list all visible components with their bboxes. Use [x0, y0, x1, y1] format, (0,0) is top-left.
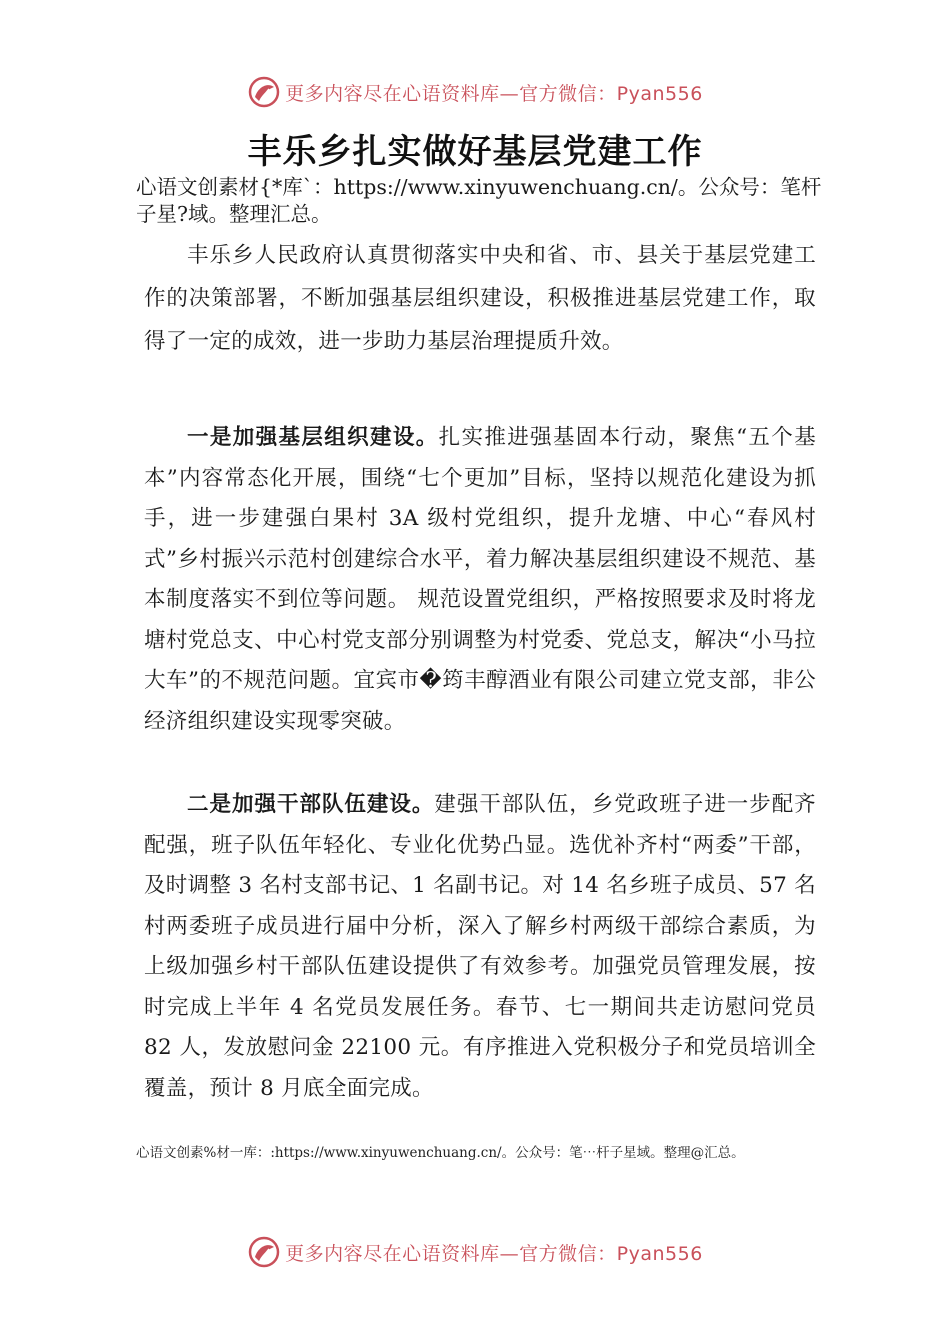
section-2-heading: 二是加强干部队伍建设。 [187, 792, 435, 817]
section-2-body: 建强干部队伍，乡党政班子进一步配齐配强，班子队伍年轻化、专业化优势凸显。选优补齐村“两委”干部，及时调整 3 名村支部书记、1 名副书记。对 14 名乡班子成员、57 名村两委班子成员进行届中分析，深入了解乡村两级干部综合素质，为上级加强乡村干部队伍建设提供了有效参考。加强党员管理发展，按时完成上半年 4 名党员发展任务。春节、七一期间共走访慰问党员 82 人，发放慰问金 22100 元。有序推进入党积极分子和党员培训全覆盖，预计 8 月底全面完成。 [144, 792, 816, 1101]
footer-banner [0, 1232, 950, 1272]
section-1-paragraph [144, 418, 816, 742]
intro-paragraph: 丰乐乡人民政府认真贯彻落实中央和省、市、县关于基层党建工作的决策部署，不断加强基层组织建设，积极推进基层党建工作，取得了一定的成效，进一步助力基层治理提质升效。 [144, 243, 816, 354]
banner-text: 更多内容尽在心语资料库—官方微信：Pyan556 [285, 1242, 703, 1265]
document-title: 丰乐乡扎实做好基层党建工作 [247, 132, 703, 172]
section-1-body: 扎实推进强基固本行动，聚焦“五个基本”内容常态化开展，围绕“七个更加”目标，坚持以规范化建设为抓手，进一步建强白果村 3A 级村党组织，提升龙塘、中心“春风村式”乡村振兴示范村创建综合水平，着力解决基层组织建设不规范、基本制度落实不到位等问题。 规范设置党组织，严格按照要求及时将龙塘村党总支、中心村党支部分别调整为村党委、党总支，解决“小马拉大车”的不规范问题。宜宾市�筠丰醇酒业有限公司建立党支部，非公经济组织建设实现零突破。 [144, 425, 816, 734]
footer-source-note: 心语文创素%材一库：:https://www.xinyuwenchuang.cn/。公众号：笔⋯杆子星域。整理@汇总。 [136, 1145, 745, 1161]
banner-text: 更多内容尽在心语资料库—官方微信：Pyan556 [285, 82, 703, 105]
section-2-paragraph [144, 785, 816, 1109]
logo-icon [247, 75, 281, 109]
header-banner [0, 72, 950, 112]
section-1-heading: 一是加强基层组织建设。 [187, 425, 439, 450]
logo-icon [247, 1235, 281, 1269]
source-line: 心语文创素材{*库`：https://www.xinyuwenchuang.cn/。公众号：笔杆子星?域。整理汇总。 [136, 175, 822, 226]
